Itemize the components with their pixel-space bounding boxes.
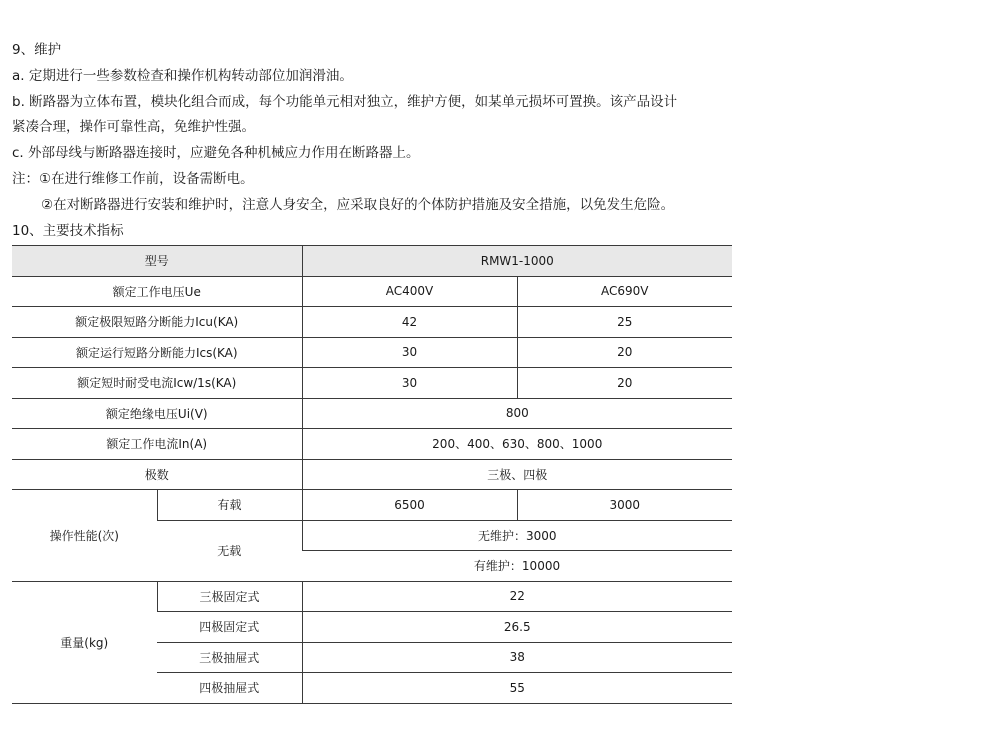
maintenance-item-c: c. 外部母线与断路器连接时，应避免各种机械应力作用在断路器上。 bbox=[12, 145, 420, 162]
sub-row-label: 无载 bbox=[157, 520, 302, 581]
cell-value: 22 bbox=[302, 581, 732, 612]
maintenance-item-b: b. 断路器为立体布置，模块化组合而成，每个功能单元相对独立，维护方便，如某单元损坏可置换。该产品设计 bbox=[12, 93, 678, 110]
header-model-label: 型号 bbox=[12, 246, 302, 277]
cell-value: 20 bbox=[517, 368, 732, 399]
cell-value: 25 bbox=[517, 307, 732, 338]
sub-row-label: 三极固定式 bbox=[157, 581, 302, 612]
note-2: ②在对断路器进行安装和维护时，注意人身安全，应采取良好的个体防护措施及安全措施，以免发生危险。 bbox=[41, 196, 675, 213]
row-label: 额定绝缘电压Ui(V) bbox=[12, 398, 302, 429]
table-row bbox=[12, 490, 732, 521]
cell-value: 55 bbox=[302, 673, 732, 704]
row-label: 额定工作电流In(A) bbox=[12, 429, 302, 460]
row-label: 额定工作电压Ue bbox=[12, 276, 302, 307]
cell-value: 30 bbox=[302, 368, 517, 399]
header-model-value: RMW1-1000 bbox=[302, 246, 732, 277]
cell-value: 3000 bbox=[517, 490, 732, 521]
cell-value: 无维护：3000 bbox=[302, 520, 732, 551]
table-row bbox=[12, 337, 732, 368]
table-row bbox=[12, 307, 732, 338]
row-label: 额定短时耐受电流Icw/1s(KA) bbox=[12, 368, 302, 399]
table-row bbox=[12, 459, 732, 490]
cell-value: 800 bbox=[302, 398, 732, 429]
note-1: 注：①在进行维修工作前，设备需断电。 bbox=[12, 170, 254, 187]
cell-value: 6500 bbox=[302, 490, 517, 521]
row-group-label-weight: 重量(kg) bbox=[12, 581, 157, 703]
sub-row-label: 四极固定式 bbox=[157, 612, 302, 643]
table-header-row bbox=[12, 246, 732, 277]
table-row bbox=[12, 398, 732, 429]
row-label: 额定极限短路分断能力Icu(KA) bbox=[12, 307, 302, 338]
table-row bbox=[12, 581, 732, 612]
section-heading-specs: 10、主要技术指标 bbox=[12, 222, 124, 239]
spec-table bbox=[12, 245, 732, 704]
sub-row-label: 四极抽屉式 bbox=[157, 673, 302, 704]
cell-value: 三极、四极 bbox=[302, 459, 732, 490]
maintenance-item-a: a. 定期进行一些参数检查和操作机构转动部位加润滑油。 bbox=[12, 67, 353, 84]
section-heading-maintenance: 9、维护 bbox=[12, 42, 62, 58]
row-label: 极数 bbox=[12, 459, 302, 490]
cell-value: 20 bbox=[517, 337, 732, 368]
table-row bbox=[12, 429, 732, 460]
cell-value: 有维护：10000 bbox=[302, 551, 732, 582]
cell-value: AC400V bbox=[302, 276, 517, 307]
maintenance-section bbox=[12, 38, 752, 244]
cell-value: AC690V bbox=[517, 276, 732, 307]
table-row bbox=[12, 276, 732, 307]
cell-value: 30 bbox=[302, 337, 517, 368]
row-label: 额定运行短路分断能力Ics(KA) bbox=[12, 337, 302, 368]
sub-row-label: 有载 bbox=[157, 490, 302, 521]
row-group-label-operation: 操作性能(次) bbox=[12, 490, 157, 582]
table-row bbox=[12, 368, 732, 399]
cell-value: 42 bbox=[302, 307, 517, 338]
maintenance-item-b-cont: 紧凑合理，操作可靠性高，免维护性强。 bbox=[12, 119, 255, 136]
cell-value: 38 bbox=[302, 642, 732, 673]
cell-value: 26.5 bbox=[302, 612, 732, 643]
sub-row-label: 三极抽屉式 bbox=[157, 642, 302, 673]
cell-value: 200、400、630、800、1000 bbox=[302, 429, 732, 460]
